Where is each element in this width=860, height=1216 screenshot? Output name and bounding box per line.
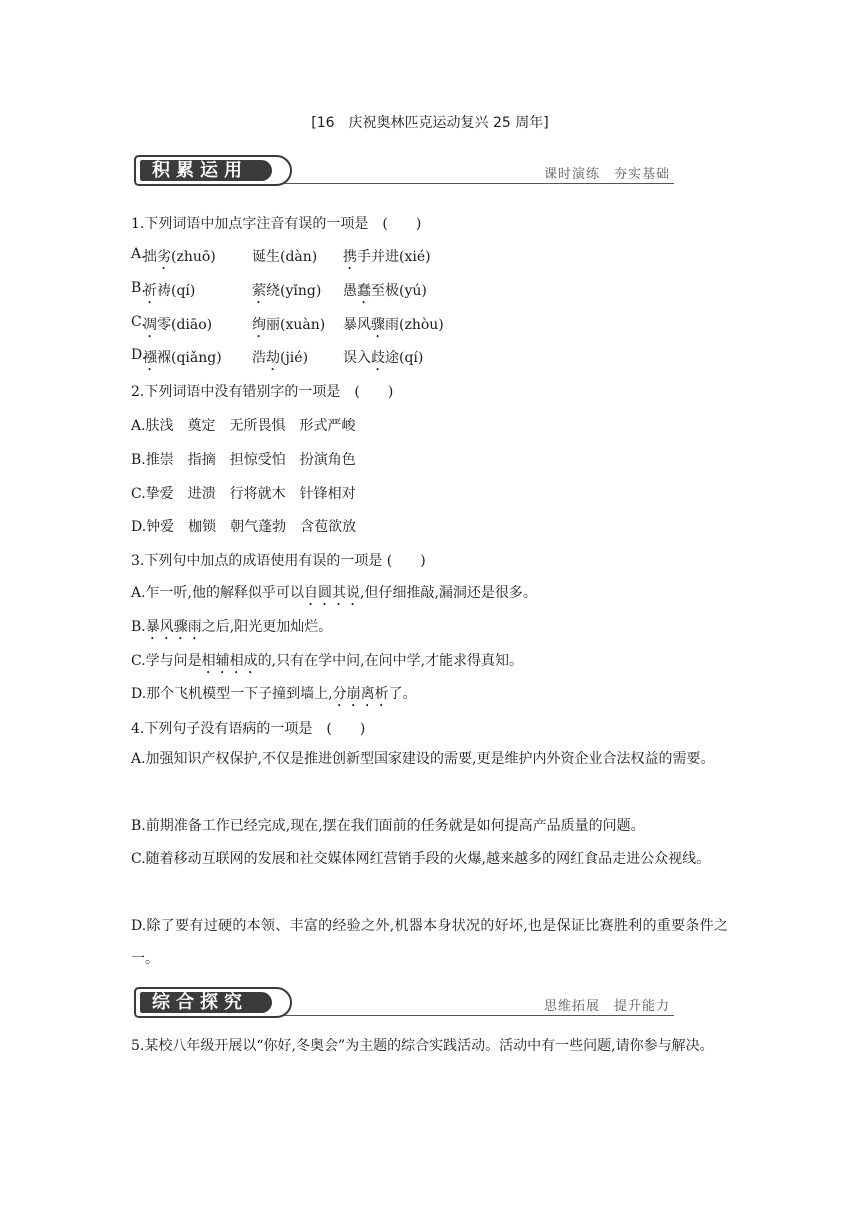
question-2-option-a: A.肤浅 奠定 无所畏惧 形式严峻 xyxy=(131,418,356,434)
question-2-option-c: C.挚爱 进溃 行将就木 针锋相对 xyxy=(131,486,356,502)
question-1-word: 误入歧途(qí) xyxy=(343,350,424,366)
question-4-option-c: C.随着移动互联网的发展和社交媒体网红营销手段的火爆,越来越多的网红食品走进公众视线。 xyxy=(131,851,711,867)
question-2-option-d: D.钟爱 枷锁 朝气蓬勃 含苞欲放 xyxy=(131,519,357,535)
question-1-stem: 1.下列词语中加点字注音有误的一项是 ( ) xyxy=(131,216,422,232)
section-title: 积累运用 xyxy=(140,160,272,181)
question-4-option-d: D.除了要有过硬的本领、丰富的经验之外,机器本身状况的好坏,也是保证比赛胜利的重要条件之一。 xyxy=(131,918,728,967)
section-rule xyxy=(284,1015,674,1016)
question-3-option-b: B.暴风骤雨之后,阳光更加灿烂。 xyxy=(131,619,333,635)
question-1-word: 携手并进(xié) xyxy=(343,249,431,265)
question-1-option-label: A. xyxy=(131,246,146,262)
question-1-word: 祈祷(qí) xyxy=(143,283,196,299)
question-3-option-c: C.学与问是相辅相成的,只有在学中问,在问中学,才能求得真知。 xyxy=(131,653,524,669)
question-1-word: 诞生(dàn) xyxy=(252,249,318,265)
question-1-word: 拙劣(zhuō) xyxy=(143,249,216,265)
section-banner-practice xyxy=(134,153,674,193)
question-4-option-b: B.前期准备工作已经完成,现在,摆在我们面前的任务就是如何提高产品质量的问题。 xyxy=(131,818,645,834)
question-1-word: 浩劫(jié) xyxy=(252,350,309,366)
question-1-option-label: D. xyxy=(131,347,147,363)
question-3-option-a: A.乍一听,他的解释似乎可以自圆其说,但仔细推敲,漏洞还是很多。 xyxy=(131,585,537,601)
section-subtitle: 思维拓展 提升能力 xyxy=(543,999,670,1014)
question-1-word: 绚丽(xuàn) xyxy=(252,317,326,333)
question-2-stem: 2.下列词语中没有错别字的一项是 ( ) xyxy=(131,384,394,400)
question-1-word: 襁褓(qiǎng) xyxy=(143,350,222,366)
section-tab xyxy=(134,155,292,186)
section-rule xyxy=(284,183,674,184)
question-4-option-a: A.加强知识产权保护,不仅是推进创新型国家建设的需要,更是维护内外资企业合法权益的需要。 xyxy=(131,751,715,767)
section-subtitle: 课时演练 夯实基础 xyxy=(543,167,670,182)
question-3-stem: 3.下列句中加点的成语使用有误的一项是 ( ) xyxy=(131,553,426,569)
lesson-title: [16 庆祝奥林匹克运动复兴 25 周年] xyxy=(311,115,549,131)
question-1-word: 暴风骤雨(zhòu) xyxy=(343,317,444,333)
question-4-stem: 4.下列句子没有语病的一项是 ( ) xyxy=(131,721,366,737)
question-1-option-label: B. xyxy=(131,280,146,296)
question-5-stem: 5.某校八年级开展以“你好,冬奥会”为主题的综合实践活动。活动中有一些问题,请你参与解决。 xyxy=(131,1038,714,1054)
question-1-option-label: C. xyxy=(131,314,146,330)
section-tab xyxy=(134,987,292,1018)
question-1-word: 凋零(diāo) xyxy=(143,317,213,333)
section-banner-inquiry xyxy=(134,985,674,1025)
question-3-option-d: D.那个飞机模型一下子撞到墙上,分崩离析了。 xyxy=(131,686,417,702)
question-2-option-b: B.推崇 指摘 担惊受怕 扮演角色 xyxy=(131,452,356,468)
question-1-word: 愚蠢至极(yú) xyxy=(343,283,427,299)
section-title: 综合探究 xyxy=(140,992,272,1013)
question-1-word: 萦绕(yǐng) xyxy=(252,283,322,299)
